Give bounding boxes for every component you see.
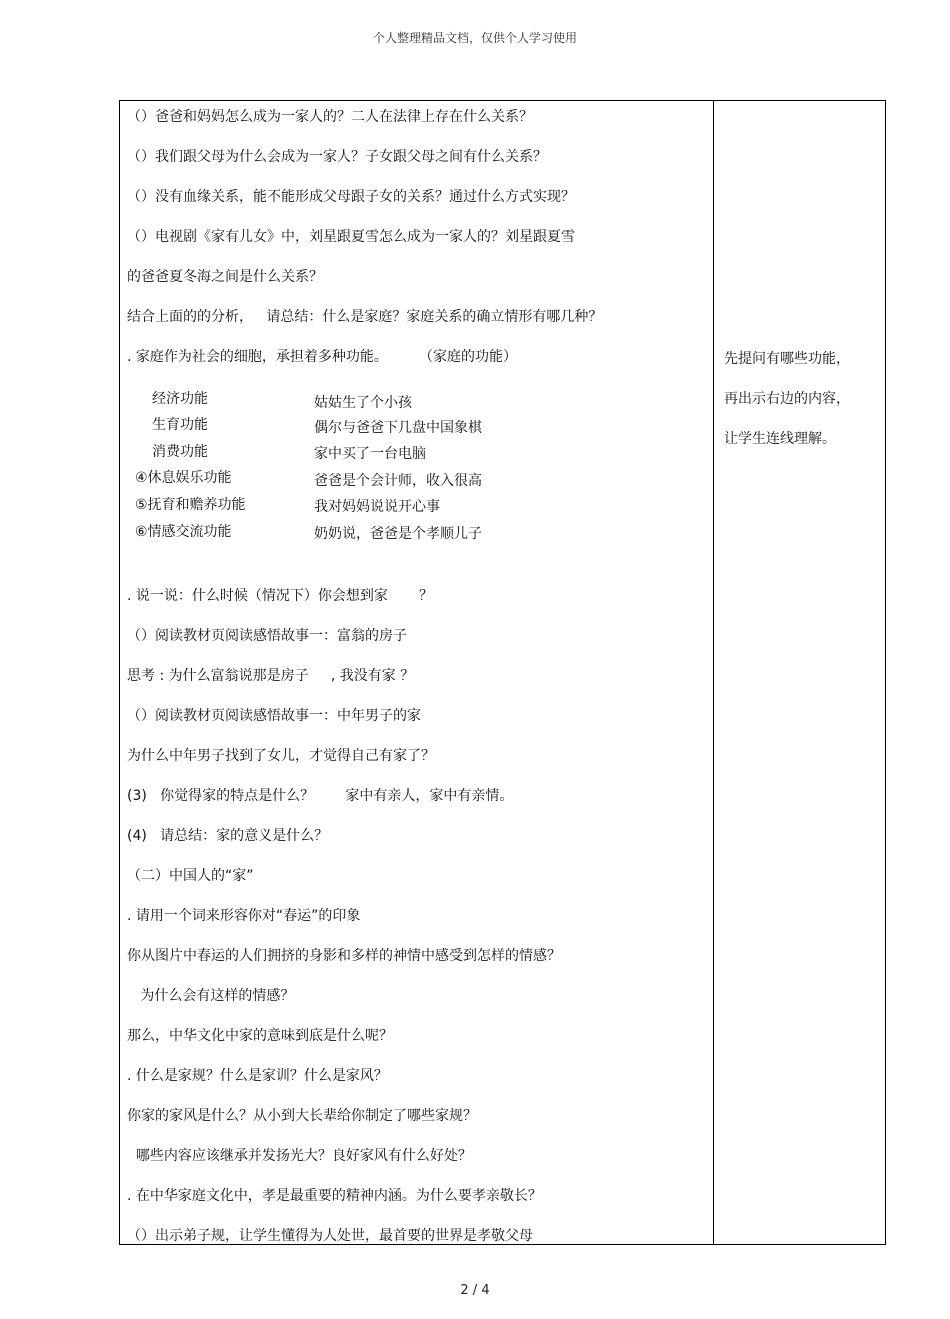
function-item: ⑤抚育和赡养功能: [135, 497, 246, 513]
example-item: 我对妈妈说说开心事: [314, 499, 440, 515]
text-line: 的爸爸夏冬海之间是什么关系？: [127, 269, 323, 285]
function-item: ⑥情感交流功能: [135, 524, 232, 540]
function-item: 生育功能: [152, 417, 208, 433]
page-header: 个人整理精品文档，仅供个人学习使用: [372, 31, 577, 45]
text-line: . 请用一个词来形容你对“春运”的印象: [127, 908, 361, 924]
text-line: 那么，中华文化中家的意味到底是什么呢？: [127, 1028, 393, 1044]
text-line: . 什么是家规？什么是家训？什么是家风？: [127, 1068, 388, 1084]
column-divider: [713, 100, 714, 1245]
text-line: （）阅读教材页阅读感悟故事一：富翁的房子: [127, 628, 407, 644]
text-line: (4) 请总结：家的意义是什么？: [127, 828, 329, 844]
text-line: 哪些内容应该继承并发扬光大？良好家风有什么好处？: [127, 1148, 472, 1164]
text-line: （）出示弟子规，让学生懂得为人处世，最首要的世界是孝敬父母: [127, 1228, 533, 1244]
function-item: 经济功能: [152, 391, 208, 407]
text-line: （）没有血缘关系，能不能形成父母跟子女的关系？通过什么方式实现？: [127, 189, 575, 205]
page-number: 2 / 4: [460, 1283, 490, 1298]
text-line: 思考 : 为什么富翁说那是房子 , 我没有家 ？: [127, 668, 415, 684]
text-line: （）电视剧《家有儿女》中，刘星跟夏雪怎么成为一家人的？刘星跟夏雪: [127, 229, 575, 245]
function-item: ④休息娱乐功能: [135, 470, 232, 486]
example-item: 偶尔与爸爸下几盘中国象棋: [314, 420, 482, 436]
section-heading: （二）中国人的“家”: [127, 868, 254, 884]
side-note: 再出示右边的内容，: [724, 391, 850, 407]
example-item: 家中买了一台电脑: [314, 446, 426, 462]
text-line: （）阅读教材页阅读感悟故事一：中年男子的家: [127, 708, 421, 724]
text-line: （）我们跟父母为什么会成为一家人？子女跟父母之间有什么关系？: [127, 149, 547, 165]
text-line: 为什么中年男子找到了女儿，才觉得自己有家了？: [127, 748, 435, 764]
function-item: 消费功能: [152, 444, 208, 460]
side-note: 让学生连线理解。: [724, 431, 836, 447]
example-item: 姑姑生了个小孩: [314, 395, 412, 411]
side-note: 先提问有哪些功能，: [724, 351, 850, 367]
text-line: 结合上面的的分析， 请总结：什么是家庭？家庭关系的确立情形有哪几种？: [127, 309, 603, 325]
text-line: 为什么会有这样的情感？: [127, 988, 295, 1004]
text-line: (3) 你觉得家的特点是什么？ 家中有亲人，家中有亲情。: [127, 788, 514, 804]
example-item: 奶奶说，爸爸是个孝顺儿子: [314, 526, 482, 542]
text-line: . 家庭作为社会的细胞，承担着多种功能。 （家庭的功能）: [127, 349, 518, 365]
text-line: . 说一说：什么时候（情况下）你会想到家 ？: [127, 588, 434, 604]
text-line: （）爸爸和妈妈怎么成为一家人的？二人在法律上存在什么关系？: [127, 109, 533, 125]
text-line: 你家的家风是什么？从小到大长辈给你制定了哪些家规？: [127, 1108, 477, 1124]
text-line: . 在中华家庭文化中，孝是最重要的精神内涵。为什么要孝亲敬长？: [127, 1188, 542, 1204]
example-item: 爸爸是个会计师，收入很高: [314, 473, 482, 489]
text-line: 你从图片中春运的人们拥挤的身影和多样的神情中感受到怎样的情感？: [127, 948, 561, 964]
